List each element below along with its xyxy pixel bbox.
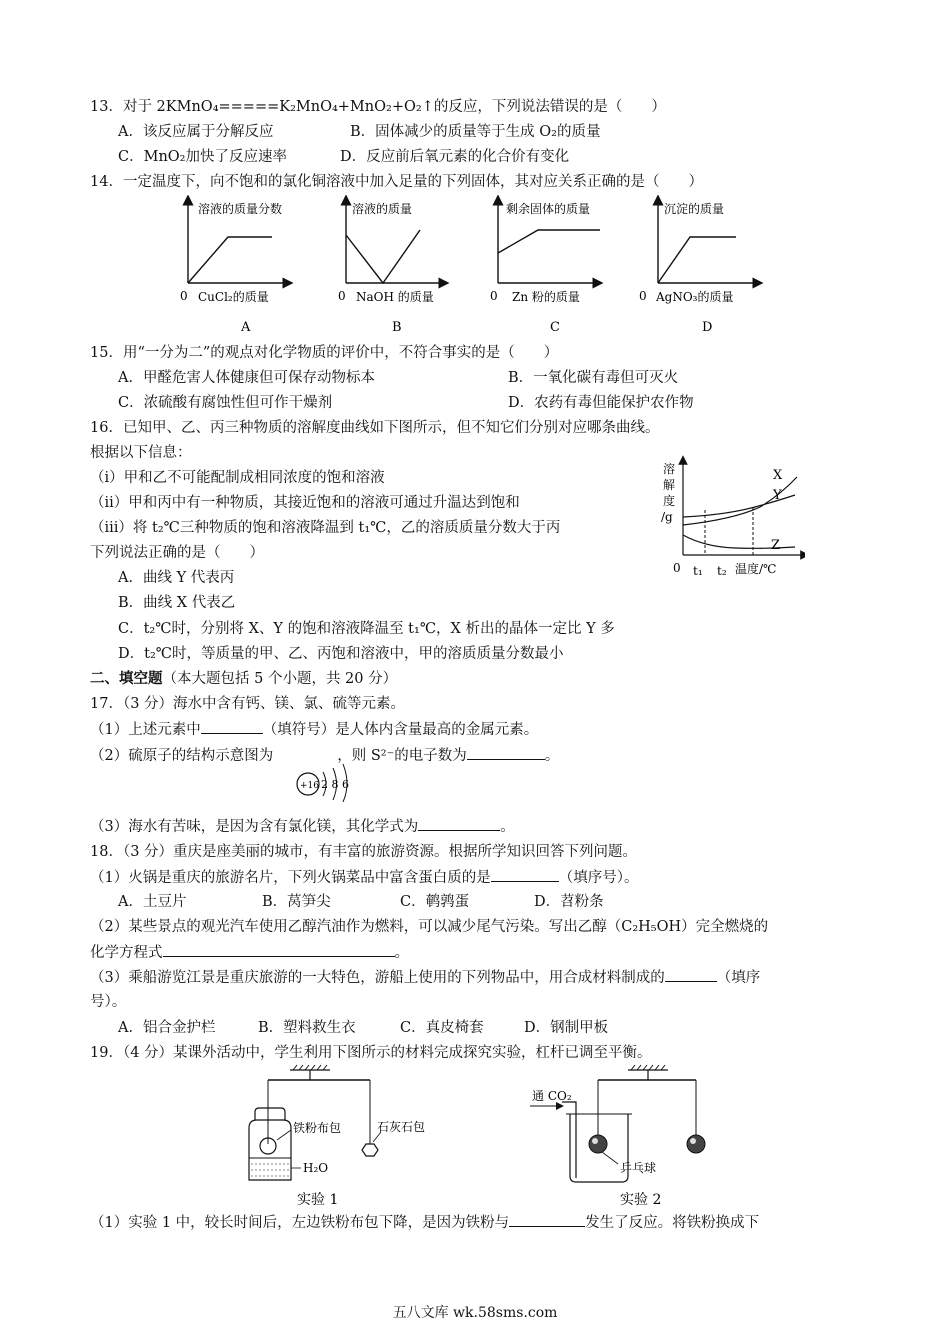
graph-a-letter: A (241, 320, 251, 335)
graph-d (639, 200, 758, 335)
q17-blank-2[interactable] (467, 745, 545, 760)
sol-xlabel: 温度/℃ (735, 562, 777, 576)
q18-p2-text-b: 化学方程式 (90, 945, 163, 961)
q13-stem: 13．对于 2KMnO₄=====K₂MnO₄+MnO₂+O₂↑的反应，下列说法错误的是（ ） (90, 99, 666, 115)
q17-p1 (90, 719, 538, 740)
q19-p1-text-a: （1）实验 1 中，较长时间后，左边铁粉布包下降，是因为铁粉与 (90, 1215, 510, 1231)
q14-graphs (170, 195, 810, 340)
sulfur-atom-diagram (295, 762, 365, 802)
sol-ylabel-3: 度 (663, 494, 676, 508)
q18-p3a-line (90, 967, 760, 988)
q18-p3-text-a: （3）乘船游览江景是重庆旅游的一大特色，游船上使用的下列物品中，用合成材料制成的 (90, 970, 665, 986)
graph-c-ylabel: 剩余固体的质量 (506, 202, 591, 216)
q18-p1-option-a: A．土豆片 (118, 894, 187, 910)
q16-option-c: C．t₂℃时，分别将 X、Y 的饱和溶液降温至 t₁℃，X 析出的晶体一定比 Y 多 (118, 621, 615, 637)
q18-p2-text-c: 。 (394, 945, 409, 961)
solubility-graph (655, 455, 805, 580)
graph-d-origin: 0 (639, 289, 647, 303)
exp1-lime-label: 石灰石包 (377, 1120, 426, 1134)
graph-b-ylabel: 溶液的质量 (352, 202, 413, 216)
graph-d-xlabel: AgNO₃的质量 (656, 290, 734, 304)
graph-c-xlabel: Zn 粉的质量 (512, 290, 580, 304)
sol-ylabel-2: 解 (663, 478, 676, 492)
q18-p3-text-b: （填序 (716, 970, 761, 986)
q18-p1-option-d: D．苕粉条 (534, 894, 604, 910)
q13-option-a: A．该反应属于分解反应 (118, 124, 274, 140)
q16-option-d: D．t₂℃时，等质量的甲、乙、丙饱和溶液中，甲的溶质质量分数最小 (118, 646, 564, 662)
q17-p2-text-a: （2）硫原子的结构示意图为 (90, 748, 274, 764)
q17-stem: 17．（3 分）海水中含有钙、镁、氯、硫等元素。 (90, 696, 406, 712)
q16-info-i: （ⅰ）甲和乙不可能配制成相同浓度的饱和溶液 (90, 470, 385, 486)
curve-y-label: Y (773, 488, 782, 503)
q18-p3-option-c: C．真皮椅套 (400, 1020, 484, 1036)
graph-c (490, 200, 600, 335)
q13-option-c: C．MnO₂加快了反应速率 (118, 149, 287, 165)
exp2-caption: 实验 2 (620, 1192, 662, 1208)
sol-ylabel-4: /g (661, 510, 673, 524)
experiment-2-diagram (520, 1064, 730, 1214)
q16-stem: 16．已知甲、乙、丙三种物质的溶解度曲线如下图所示，但不知它们分别对应哪条曲线。 (90, 420, 660, 436)
experiment-1-diagram (235, 1064, 455, 1214)
graph-a-origin: 0 (180, 289, 188, 303)
q18-p1-option-c: C．鹌鹑蛋 (400, 894, 470, 910)
section2-heading (90, 669, 397, 689)
exp1-caption: 实验 1 (297, 1192, 339, 1208)
q17-p1-text-a: （1）上述元素中 (90, 722, 201, 738)
q15-option-c: C．浓硫酸有腐蚀性但可作干燥剂 (118, 395, 333, 411)
q16-option-b: B．曲线 X 代表乙 (118, 595, 236, 611)
sol-t2: t₂ (717, 564, 727, 578)
atom-nucleus: +16 (300, 781, 319, 791)
q14-stem: 14．一定温度下，向不饱和的氯化铜溶液中加入足量的下列固体，其对应关系正确的是（ ） (90, 174, 703, 190)
q18-stem: 18．（3 分）重庆是座美丽的城市，有丰富的旅游资源。根据所学知识回答下列问题。 (90, 844, 638, 860)
graph-a (180, 200, 288, 335)
q15-option-a: A．甲醛危害人体健康但可保存动物标本 (118, 370, 375, 386)
q18-blank-2[interactable] (163, 942, 395, 957)
sol-t1: t₁ (693, 564, 703, 578)
q15-option-d: D．农药有毒但能保护农作物 (508, 395, 694, 411)
graph-b-origin: 0 (338, 289, 346, 303)
exp1-iron-label: 铁粉布包 (293, 1121, 342, 1135)
q19-stem: 19．（4 分）某课外活动中，学生利用下图所示的材料完成探究实验，杠杆已调至平衡。 (90, 1045, 652, 1061)
q17-p2-text-c: 。 (544, 748, 560, 764)
graph-c-letter: C (550, 320, 560, 335)
q19-blank-1[interactable] (509, 1212, 585, 1227)
q17-p3-text-b: 。 (500, 819, 515, 835)
q18-blank-1[interactable] (491, 867, 559, 882)
q17-blank-1[interactable] (201, 719, 263, 734)
q16-ask: 下列说法正确的是（ ） (90, 545, 264, 561)
q13-option-d: D．反应前后氧元素的化合价有变化 (340, 149, 570, 165)
q18-p3-option-b: B．塑料救生衣 (258, 1020, 356, 1036)
exp2-ball-label: 乒乓球 (620, 1161, 657, 1175)
graph-c-curve (498, 230, 600, 253)
q16-intro: 根据以下信息： (90, 445, 192, 461)
q17-p1-text-b: （填符号）是人体内含量最高的金属元素。 (262, 722, 539, 738)
q18-p1-text-b: （填序号）。 (558, 870, 639, 886)
q18-p2a: （2）某些景点的观光汽车使用乙醇汽油作为燃料，可以减少尾气污染。写出乙醇（C₂H₅OH）完全燃烧的 (90, 919, 769, 935)
q18-p2b-line (90, 942, 409, 963)
atom-shells: 2 8 6 (321, 778, 349, 791)
graph-a-xlabel: CuCl₂的质量 (198, 290, 269, 304)
q18-p1 (90, 867, 638, 888)
graph-b-xlabel: NaOH 的质量 (356, 290, 434, 304)
q18-blank-3[interactable] (665, 967, 717, 982)
q13-option-b: B．固体减少的质量等于生成 O₂的质量 (350, 124, 601, 140)
q18-p3-option-a: A．铝合金护栏 (118, 1020, 216, 1036)
q18-p3-option-d: D．钢制甲板 (524, 1020, 609, 1036)
q19-p1-text-b: 发生了反应。将铁粉换成下 (585, 1215, 760, 1231)
graph-b (338, 200, 444, 335)
graph-d-letter: D (702, 320, 713, 335)
section2-title: 二、填空题 (90, 670, 163, 687)
q17-blank-3[interactable] (418, 816, 500, 831)
graph-d-ylabel: 沉淀的质量 (664, 202, 725, 216)
q15-stem: 15．用“一分为二”的观点对化学物质的评价中，不符合事实的是（ ） (90, 345, 559, 361)
exp2-gas-label: 通 CO₂ (532, 1089, 572, 1103)
q16-option-a: A．曲线 Y 代表丙 (118, 570, 235, 586)
graph-b-letter: B (392, 320, 402, 335)
graph-d-curve (658, 237, 736, 283)
curve-z-label: Z (771, 538, 781, 553)
exp1-water-label: H₂O (303, 1161, 329, 1175)
sol-ylabel-1: 溶 (663, 462, 676, 476)
q18-p1-option-b: B．莴笋尖 (262, 894, 331, 910)
q18-p3c: 号）。 (90, 994, 127, 1010)
q17-p3-text-a: （3）海水有苦味，是因为含有氯化镁，其化学式为 (90, 819, 419, 835)
graph-b-curve (346, 230, 420, 283)
q18-p1-text-a: （1）火锅是重庆的旅游名片，下列火锅菜品中富含蛋白质的是 (90, 870, 491, 886)
q17-p3 (90, 816, 515, 837)
q19-p1 (90, 1212, 759, 1233)
q16-info-iii: （ⅲ）将 t₂℃三种物质的饱和溶液降温到 t₁℃，乙的溶质质量分数大于丙 (90, 520, 561, 536)
page-footer: 五八文库 wk.58sms.com (392, 1305, 558, 1321)
curve-x-label: X (773, 468, 783, 483)
q16-info-ii: （ⅱ）甲和丙中有一种物质，其接近饱和的溶液可通过升温达到饱和 (90, 495, 520, 511)
graph-a-ylabel: 溶液的质量分数 (198, 202, 283, 216)
section2-note: （本大题包括 5 个小题，共 20 分） (162, 671, 398, 687)
q17-p2-text-b: ，则 S²⁻的电子数为 (337, 748, 467, 764)
graph-a-curve (188, 237, 272, 283)
q15-option-b: B．一氧化碳有毒但可灭火 (508, 370, 679, 386)
sol-origin: 0 (673, 561, 681, 575)
graph-c-origin: 0 (490, 289, 498, 303)
